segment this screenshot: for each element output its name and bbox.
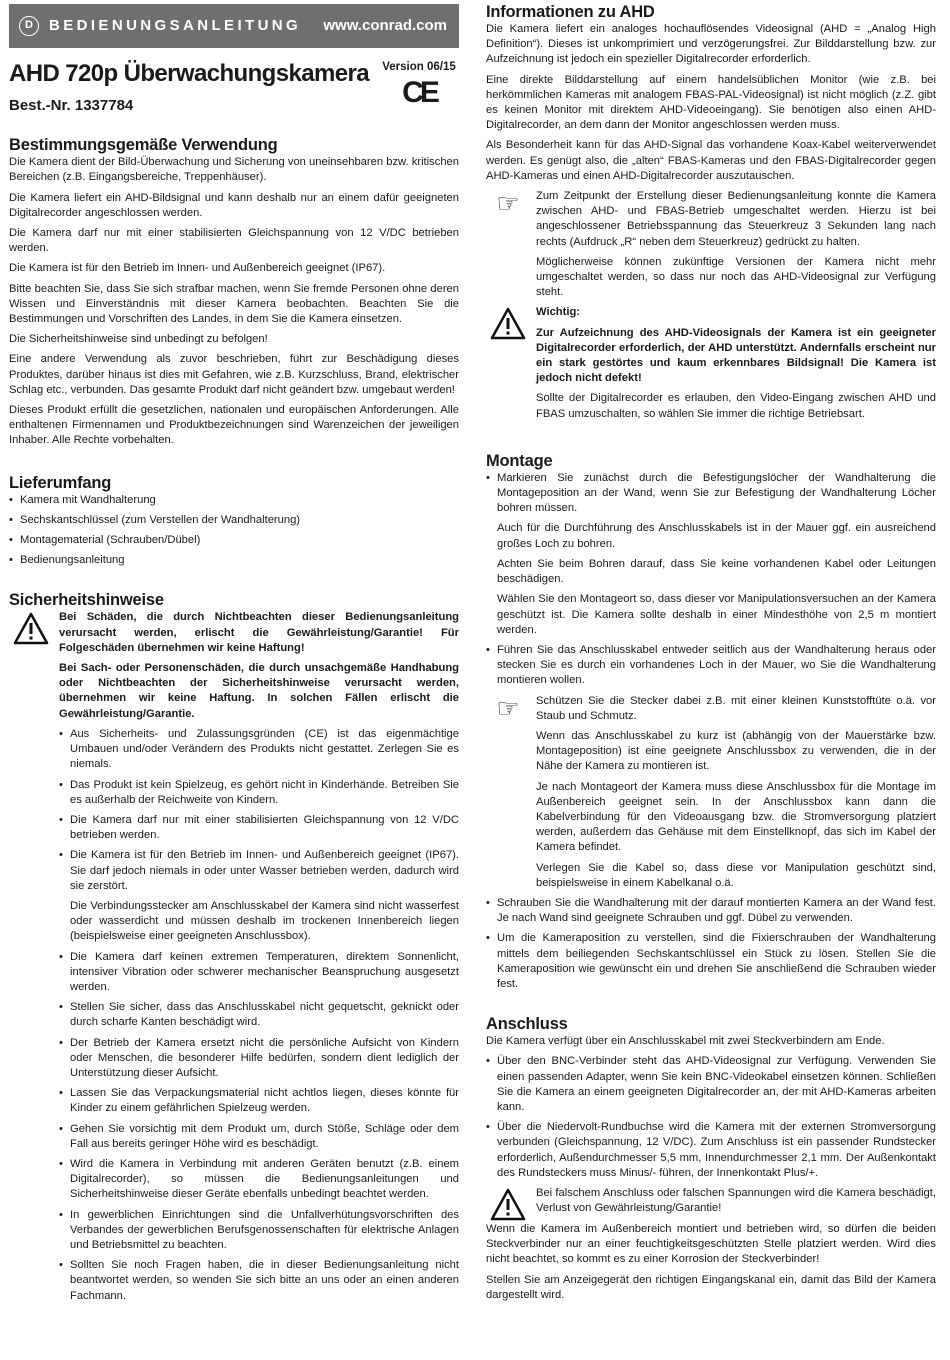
list-item: • Montagematerial (Schrauben/Dübel) <box>9 533 459 548</box>
warning-bold-text: Bei Schäden, die durch Nichtbeachten dieser Bedienungsanleitung verursacht werden, erlischt die Gewährleistung/Garantie! Für Folgeschäden übernehmen wir keine Haftung! <box>59 611 459 654</box>
heading-ahd: Informationen zu AHD <box>486 3 655 21</box>
list-item: • Bedienungsanleitung <box>9 553 459 568</box>
paragraph: Bitte beachten Sie, dass Sie sich strafbar machen, wenn Sie fremde Personen ohne deren Wissen und Einverständnis mit dieser Kamera beobachten. Beachten Sie die Bestimmungen und Vorschriften des Landes, in dem Sie die Kamera einsetzen. <box>9 282 459 326</box>
list-item-sub: Achten Sie beim Bohren darauf, dass Sie keine vorhandenen Kabel oder Leitungen beschädigen. <box>497 557 936 586</box>
section-anschluss <box>486 1014 936 1303</box>
list-item: • Die Kamera darf nur mit einer stabilisierten Gleichspannung von 12 V/DC betrieben werden. <box>59 813 459 843</box>
left-column <box>9 0 459 1309</box>
paragraph: Schützen Sie die Stecker dabei z.B. mit einer kleinen Kunststofftüte o.ä. vor Staub und Schmutz. <box>536 694 936 722</box>
paragraph: Wenn das Anschlusskabel zu kurz ist (abhängig von der Mauerstärke bzw. Montageposition) ist eine geeignete Anschlussbox zu verwenden, die in der Nähe der Kamera zu montieren ist. <box>536 729 936 773</box>
heading-sicherheit: Sicherheitshinweise <box>9 591 164 610</box>
list-item-sub: Auch für die Durchführung des Anschlusskabels ist in der Mauer ggf. ein ausreichend großes Loch zu bohren. <box>497 522 936 550</box>
paragraph: Wenn die Kamera im Außenbereich montiert und betrieben wird, so dürfen die beiden Steckverbinder nur an einer feuchtigkeitsgeschützten Stelle platziert werden. Wird dies nicht beachtet, so kommt es zu einer Korrosion der Steckverbinder! <box>486 1223 936 1266</box>
paragraph: Dieses Produkt erfüllt die gesetzlichen, nationalen und europäischen Anforderungen. Alle enthaltenen Firmennamen und Produktbezeichnungen sind Warenzeichen der jeweiligen Inhaber. Alle Rechte vorbehalten. <box>9 404 459 447</box>
list-item: • Schrauben Sie die Wandhalterung mit der darauf montierten Kamera an der Wand fest. Je nach Wand sind geeignete Schrauben und ggf. Dübel zu verwenden. <box>486 896 936 926</box>
heading-anschluss: Anschluss <box>486 1015 568 1034</box>
warning-triangle-icon <box>486 1186 530 1222</box>
language-badge: D <box>19 16 39 36</box>
ce-mark: CE <box>402 76 436 110</box>
list-item: • Über die Niedervolt-Rundbuchse wird die Kamera mit der externen Stromversorgung verbunden (Gleichspannung, 12 V/DC). Zum Anschluss ist ein passender Rundstecker erforderlich, Außendurchmesser 5,5 mm, Innendurchmesser 2,1 mm. Der Außenkontakt des Rundsteckers muss Minus/- führen, der Innenkontakt Plus/+. <box>486 1120 936 1181</box>
paragraph: Die Kamera darf nur mit einer stabilisierten Gleichspannung von 12 V/DC betrieben werden. <box>9 227 459 255</box>
section-ahd <box>486 2 936 427</box>
heading-bestimmung: Bestimmungsgemäße Verwendung <box>9 136 278 155</box>
warning-note <box>486 1186 936 1222</box>
heading-lieferumfang: Lieferumfang <box>9 473 112 492</box>
hint-note <box>486 694 936 896</box>
list-item-sub: Wählen Sie den Montageort so, dass dieser vor Manipulationsversuchen an der Kamera geschützt ist. Die Kamera sollte deshalb in einer Mindesthöhe von 2,5 m montiert werden. <box>497 593 936 636</box>
warning-bold-text: Zur Aufzeichnung des AHD-Videosignals der Kamera ist ein geeigneter Digitalrecorder erforderlich, der AHD unterstützt. Andernfalls erscheint nur ein stark gestörtes und kaum erkennbares Bildsignal! Die Kamera ist jedoch nicht defekt! <box>536 326 936 385</box>
warning-note <box>486 305 936 426</box>
paragraph: Die Kamera liefert ein AHD-Bildsignal und kann deshalb nur an einem dafür geeigneten Digitalrecorder angeschlossen werden. <box>9 191 459 219</box>
paragraph: Die Kamera ist für den Betrieb im Innen- und Außenbereich geeignet (IP67). <box>9 262 386 275</box>
paragraph: Die Sicherheitshinweise sind unbedingt zu befolgen! <box>9 333 268 346</box>
warning-note <box>9 610 459 1308</box>
paragraph: Stellen Sie am Anzeigegerät den richtigen Eingangskanal ein, damit das Bild der Kamera dargestellt wird. <box>486 1273 936 1301</box>
version-box <box>379 60 459 113</box>
header-label: BEDIENUNGSANLEITUNG <box>49 17 302 35</box>
paragraph: Die Kamera verfügt über ein Anschlusskabel mit zwei Steckverbindern am Ende. <box>486 1035 885 1048</box>
paragraph: Bei falschem Anschluss oder falschen Spannungen wird die Kamera beschädigt, Verlust von Gewährleistung/Garantie! <box>536 1187 936 1215</box>
list-item: • Der Betrieb der Kamera ersetzt nicht die persönliche Aufsicht von Kindern oder Menschen, die besonderer Hilfe bedürfen, sondern dient lediglich der Unterstützung dieser Aufsicht. <box>59 1036 459 1082</box>
list-item: • Um die Kameraposition zu verstellen, sind die Fixierschrauben der Wandhalterung mittels dem beiliegenden Sechskantschlüssel ein Stück zu lösen. Stellen Sie die Kameraposition wie gewünscht ein und drehen Sie anschließend die Schrauben wieder fest. <box>486 931 936 992</box>
list-item-text: Die Kamera ist für den Betrieb im Innen- und Außenbereich geeignet (IP67). Sie darf jedoch niemals in oder unter Wasser betrieben werden, dadurch wird sie zerstört. <box>70 849 459 892</box>
paragraph: Als Besonderheit kann für das AHD-Signal das vorhandene Koax-Kabel weiterverwendet werden. Es genügt also, die „alten“ FBAS-Kameras und den FBAS-Digitalrecorder gegen AHD-Kameras und einen AHD-Digitalrecorder auszutauschen. <box>486 139 936 182</box>
pointing-hand-icon: ☞ <box>496 188 520 219</box>
list-item: • Die Kamera darf keinen extremen Temperaturen, direktem Sonnenlicht, intensiver Vibration oder schwerer mechanischer Beanspruchung ausgesetzt werden. <box>59 950 459 996</box>
list-item: • Wird die Kamera in Verbindung mit anderen Geräten benutzt (z.B. einem Digitalrecorder), so müssen die Bedienungsanleitungen und Sicherheitshinweise dieser Geräte ebenfalls unbedingt beachtet werden. <box>59 1157 459 1203</box>
list-item: • Sechskantschlüssel (zum Verstellen der Wandhalterung) <box>9 513 459 528</box>
section-lieferumfang <box>9 473 459 569</box>
paragraph: Zum Zeitpunkt der Erstellung dieser Bedienungsanleitung konnte die Kamera zwischen AHD- und FBAS-Betrieb umgeschaltet werden. Hierzu ist bei angeschlossener Betriebsspannung das Steuerkreuz 3 Sekunden lang nach rechts (Aufdruck „R“ neben dem Steuerkreuz) gedrückt zu halten. <box>536 190 936 248</box>
list-item-sub: Die Verbindungsstecker am Anschlusskabel der Kamera sind nicht wasserfest oder wasserdicht und müssen deshalb im trockenen Innenbereich liegen (beispielsweise einer geeigneten Anschlussbox). <box>70 899 459 943</box>
section-montage <box>486 451 936 992</box>
title-row <box>9 60 459 113</box>
paragraph: Je nach Montageort der Kamera muss diese Anschlussbox für die Montage im Außenbereich geeignet sein. In der Anschlussbox kann dann die Kabelverbindung für den Videoausgang bzw. die Stromversorgung platziert werden, außerdem das Gehäuse mit dem Einstellknopf, das sich im Kabel der Kamera befindet. <box>536 780 936 854</box>
document-title: AHD 720p Überwachungskamera <box>9 60 369 87</box>
warning-triangle-icon <box>9 610 53 1308</box>
list-item: • Stellen Sie sicher, dass das Anschlusskabel nicht gequetscht, geknickt oder durch scharfe Kanten beschädigt wird. <box>59 1000 459 1030</box>
paragraph: Möglicherweise können zukünftige Versionen der Kamera nicht mehr umgeschaltet werden, so dass nur noch das AHD-Videosignal zur Verfügung steht. <box>536 255 936 299</box>
section-bestimmung <box>9 135 459 448</box>
list-item: • Kamera mit Wandhalterung <box>9 493 459 508</box>
list-item: • Über den BNC-Verbinder steht das AHD-Videosignal zur Verfügung. Verwenden Sie einen passenden Adapter, wenn Sie kein BNC-Videokabel einsetzen können. Schließen Sie die Kamera an einem geeigneten Digitalrecorder an, der mit AHD-Kameras arbeiten kann. <box>486 1054 936 1115</box>
list-item: • Das Produkt ist kein Spielzeug, es gehört nicht in Kinderhände. Betreiben Sie es außerhalb der Reichweite von Kindern. <box>59 778 459 808</box>
heading-montage: Montage <box>486 451 553 470</box>
list-item <box>486 471 936 638</box>
list-item-text: Markieren Sie zunächst durch die Befestigungslöcher der Wandhalterung die Montageposition an der Wand, wenn Sie zur Befestigung der Wandhalterung Löcher bohren müssen. <box>497 471 936 515</box>
hint-note <box>486 189 936 305</box>
list-item: • Sollten Sie noch Fragen haben, die in dieser Bedienungsanleitung nicht beantwortet werden, so wenden Sie sich bitte an uns oder an einen anderen Fachmann. <box>59 1258 459 1304</box>
header-url[interactable]: www.conrad.com <box>323 17 447 35</box>
header-bar <box>9 4 459 48</box>
list-item: • Führen Sie das Anschlusskabel entweder seitlich aus der Wandhalterung heraus oder stecken Sie es durch ein vorhandenes Loch in der Mauer, wo Sie die Wandhalterung montieren wollen. <box>486 643 936 689</box>
paragraph: Die Kamera dient der Bild-Überwachung und Sicherung von uneinsehbaren bzw. kritischen Bereichen (z.B. Eingangsbereiche, Treppenhäuser). <box>9 156 459 184</box>
right-column <box>486 0 936 1308</box>
warning-bold-text: Bei Sach- oder Personenschäden, die durch unsachgemäße Handhabung oder Nichtbeachten der Sicherheitshinweise verursacht werden, übernehmen wir keine Haftung. In solchen Fällen erlischt die Gewährleistung/Garantie. <box>59 662 459 720</box>
version-label: Version 06/15 <box>382 61 456 73</box>
list-item: • Aus Sicherheits- und Zulassungsgründen (CE) ist das eigenmächtige Umbauen und/oder Verändern des Produkts nicht gestattet. Zerlegen Sie es niemals. <box>59 727 459 773</box>
warning-triangle-icon <box>486 305 530 426</box>
important-label: Wichtig: <box>536 306 581 319</box>
paragraph: Die Kamera liefert ein analoges hochauflösendes Videosignal (AHD = „Analog High Definition“). Dieses ist unkomprimiert und verzögerungsfrei. Zur Bilddarstellung bzw. zur Aufzeichnung ist jedoch ein spezieller Digitalrecorder erforderlich. <box>486 23 936 66</box>
list-item <box>59 848 459 944</box>
paragraph: Verlegen Sie die Kabel so, dass diese vor Manipulation geschützt sind, beispielsweise in einem Kabelkanal o.ä. <box>536 861 936 889</box>
list-item: • Gehen Sie vorsichtig mit dem Produkt um, durch Stöße, Schläge oder dem Fall aus bereits geringer Höhe wird es beschädigt. <box>59 1122 459 1152</box>
pointing-hand-icon: ☞ <box>496 692 520 723</box>
order-number: Best.-Nr. 1337784 <box>9 97 134 114</box>
paragraph: Sollte der Digitalrecorder es erlauben, den Video-Eingang zwischen AHD und FBAS umzuschalten, so wählen Sie immer die richtige Betriebsart. <box>536 392 936 420</box>
paragraph: Eine andere Verwendung als zuvor beschrieben, führt zur Beschädigung dieses Produktes, darüber hinaus ist dies mit Gefahren, wie z.B. Kurzschluss, Brand, elektrischer Schlag etc., verbunden. Das gesamte Produkt darf nicht geändert bzw. umgebaut werden! <box>9 353 459 396</box>
list-item: • In gewerblichen Einrichtungen sind die Unfallverhütungsvorschriften des Verbandes der gewerblichen Berufsgenossenschaften für elektrische Anlagen und Betriebsmittel zu beachten. <box>59 1208 459 1254</box>
list-item: • Lassen Sie das Verpackungsmaterial nicht achtlos liegen, dieses könnte für Kinder zu einem gefährlichen Spielzeug werden. <box>59 1086 459 1116</box>
paragraph: Eine direkte Bilddarstellung auf einem handelsüblichen Monitor (wie z.B. bei herkömmlichen Kameras mit analogem FBAS-PAL-Videosignal) ist nicht möglich (z.Z. gibt es keinen Monitor mit direktem AHD-Videoeingang). Sie benötigen also einen AHD-Digitalrecorder, an dem dann der Monitor angeschlossen werden muss. <box>486 73 936 132</box>
section-sicherheit <box>9 590 459 1308</box>
